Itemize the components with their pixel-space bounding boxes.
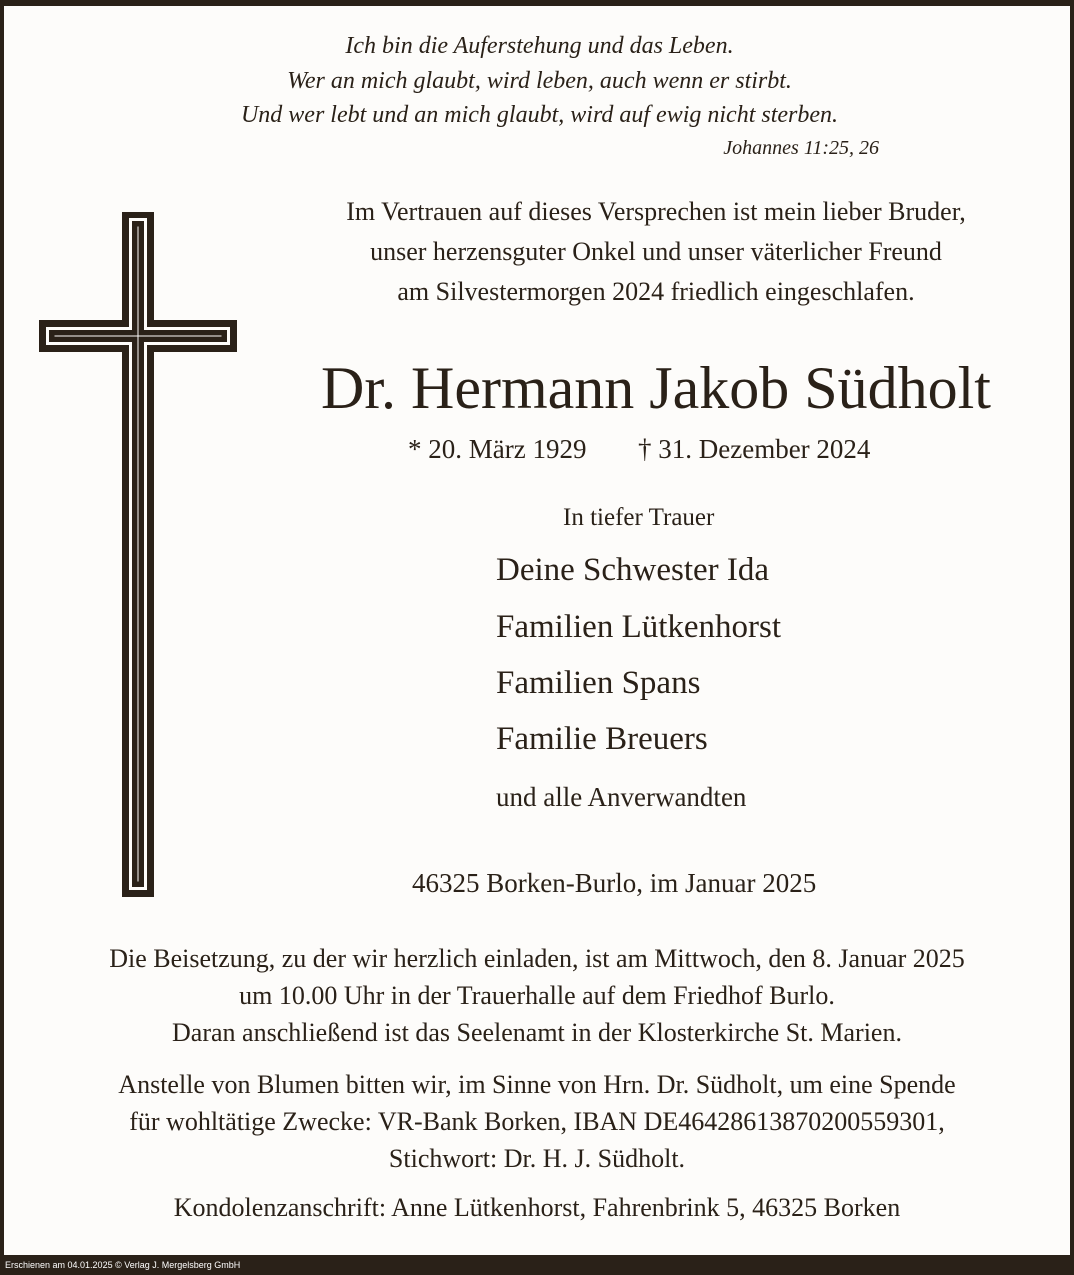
mourner-3: Familien Spans [496,665,701,701]
donation-line-1: Anstelle von Blumen bitten wir, im Sinne von Hrn. Dr. Südholt, um eine Spende [118,1070,956,1099]
place-date: 46325 Borken-Burlo, im Januar 2025 [412,868,817,898]
mourner-4: Familie Breuers [496,721,708,757]
frame-top-border [0,0,1074,6]
donation-line-3: Stichwort: Dr. H. J. Südholt. [388,1144,686,1173]
funeral-line-3: Daran anschließend ist das Seelenamt in der Klosterkirche St. Marien. [172,1018,902,1047]
verse-line-3: Und wer lebt und an mich glaubt, wird auf ewig nicht sterben. [240,102,839,128]
publication-footer: Erschienen am 04.01.2025 © Verlag J. Mergelsberg GmbH [0,1255,1074,1275]
mourner-2: Familien Lütkenhorst [496,609,782,645]
cross-icon [39,212,239,902]
birth-date: * 20. März 1929 [408,434,587,464]
intro-line-3: am Silvestermorgen 2024 friedlich eingeschlafen. [397,277,915,306]
death-date: † 31. Dezember 2024 [638,434,871,464]
verse-line-2: Wer an mich glaubt, wird leben, auch wenn er stirbt. [287,68,792,94]
verse-line-1: Ich bin die Auferstehung und das Leben. [345,33,734,59]
funeral-line-2: um 10.00 Uhr in der Trauerhalle auf dem Friedhof Burlo. [239,981,835,1010]
mourner-1: Deine Schwester Ida [496,552,770,588]
funeral-line-1: Die Beisetzung, zu der wir herzlich einladen, ist am Mittwoch, den 8. Januar 2025 [109,944,965,973]
deceased-name: Dr. Hermann Jakob Südholt [321,355,991,421]
verse-reference: Johannes 11:25, 26 [723,137,879,159]
donation-line-2: für wohltätige Zwecke: VR-Bank Borken, IBAN DE46428613870200559301, [129,1107,945,1136]
intro-line-2: unser herzensguter Onkel und unser väterlicher Freund [370,237,942,266]
condolence-address: Kondolenzanschrift: Anne Lütkenhorst, Fahrenbrink 5, 46325 Borken [173,1193,901,1222]
mourners-closing: und alle Anverwandten [496,782,747,812]
intro-line-1: Im Vertrauen auf dieses Versprechen ist mein lieber Bruder, [346,197,966,226]
mourning-heading: In tiefer Trauer [563,504,715,531]
